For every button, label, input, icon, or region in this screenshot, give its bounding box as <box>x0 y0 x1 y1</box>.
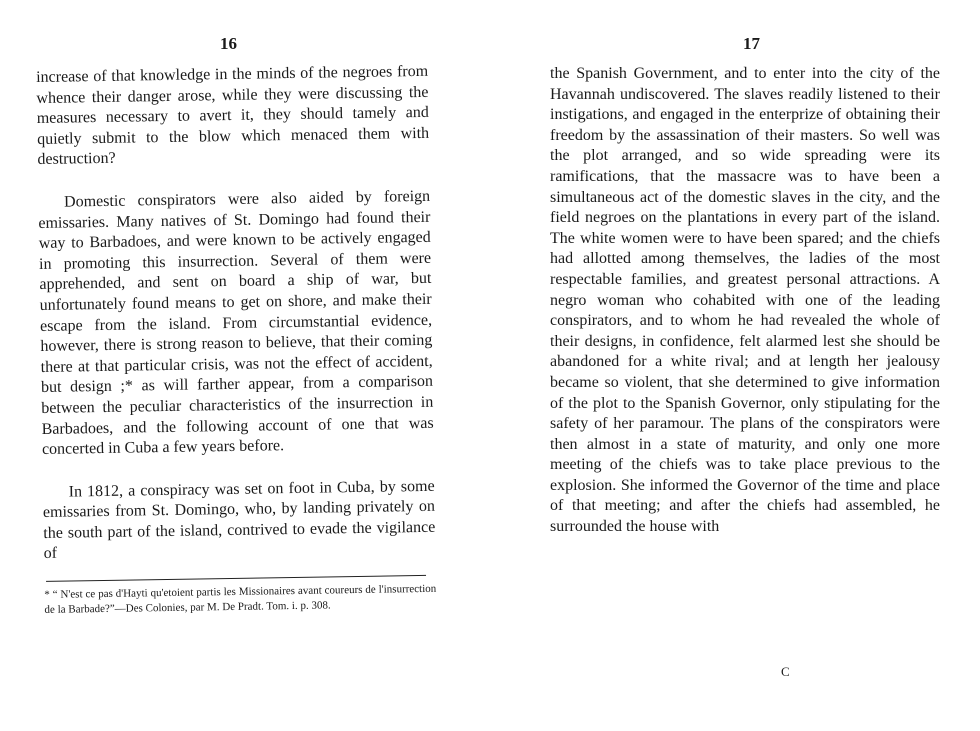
right-paragraph: the Spanish Government, and to enter into the city of the Havannah undiscovered. The slaves readily listened to their instigations, and engaged in the enterprize of obtaining their freedom by the assassination of their masters. So well was the plot arranged, and so wide spreading were its ramifications, that the massacre was to have been a simultaneous act of the domestic slaves in the city, and the field negroes on the plantations in every part of the island. The white women were to have been spared; and the chiefs had allotted among themselves, the ladies of the most respectable families, and greatest personal attractions. A negro woman who cohabited with one of the leading conspirators, and to whom he had revealed the whole of their designs, in confidence, felt alarmed lest she should be abandoned for a white rival; and at length her jealousy became so violent, that she determined to give information of the plot to the Spanish Governor, only stipulating for the safety of her paramour. The plans of the conspirators were then almost in a state of maturity, and only one more meeting of the chiefs was to take place previous to the explosion. She informed the Governor of the time and place of that meeting; and after the chiefs had assembled, he surrounded the house with <box>550 65 940 536</box>
footnote: * “ N'est ce pas d'Hayti qu'etoient partis les Missionaires avant coureurs de l'insurrection de la Barbade?”—Des Colonies, par M. De Pradt. Tom. i. p. 308. <box>44 582 437 616</box>
page-number-right: 17 <box>743 34 760 53</box>
page-number-left: 16 <box>220 34 237 53</box>
left-paragraph-3: In 1812, a conspiracy was set on foot in Cuba, by some emissaries from St. Domingo, who, by landing privately on the south part of the island, contrived to evade the vigilance of <box>42 477 436 563</box>
right-page-text <box>550 64 940 538</box>
left-paragraph-1: increase of that knowledge in the minds of the negroes from whence their danger arose, while they were discussing the measures necessary to avert it, they should tamely and quietly submit to the blow which menaced them with destruction? <box>36 62 430 169</box>
left-paragraph-2: Domestic conspirators were also aided by foreign emissaries. Many natives of St. Domingo had found their way to Barbadoes, and were known to be actively engaged in promoting this insurrection. Several of them were apprehended, and sent on board a ship of war, but unfortunately found means to get on shore, and make their escape from the island. From circumstantial evidence, however, there is strong reason to believe, that their coming there at that particular crisis, was not the effect of accident, but design ;* as will farther appear, from a comparison between the peculiar characteristics of the insurrection in Barbadoes, and the following account of one that was concerted in Cuba a few years before. <box>38 187 434 459</box>
footnote-rule <box>46 575 426 582</box>
signature-mark: C <box>781 664 790 679</box>
left-page-text <box>36 62 437 618</box>
right-page <box>490 0 980 731</box>
